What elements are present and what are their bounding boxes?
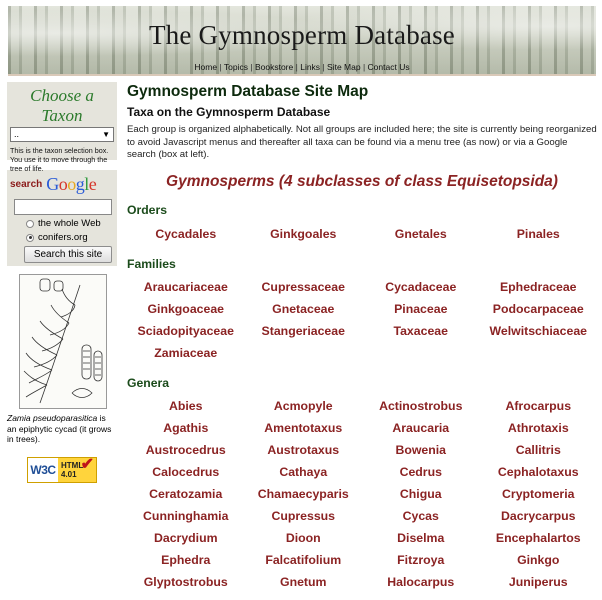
page-title: Gymnosperm Database Site Map <box>127 83 369 100</box>
genus-link-juniperus[interactable]: Juniperus <box>508 574 568 589</box>
family-link-cupressaceae[interactable]: Cupressaceae <box>261 279 345 294</box>
genus-link-amentotaxus[interactable]: Amentotaxus <box>264 420 343 435</box>
genus-link-acmopyle[interactable]: Acmopyle <box>273 398 333 413</box>
genus-link-araucaria[interactable]: Araucaria <box>392 420 450 435</box>
w3c-logo: W3C <box>28 458 58 482</box>
orders-grid <box>127 223 597 245</box>
search-site-button[interactable]: Search this site <box>24 246 112 263</box>
taxon-select-value: .. <box>14 129 20 139</box>
families-heading: Families <box>127 256 176 271</box>
genus-link-cedrus[interactable]: Cedrus <box>399 464 442 479</box>
nav-separator: | <box>250 62 253 72</box>
banner-divider <box>8 74 596 76</box>
genus-link-diselma[interactable]: Diselma <box>397 530 445 545</box>
site-title: The Gymnosperm Database <box>148 20 455 50</box>
genus-link-chigua[interactable]: Chigua <box>399 486 442 501</box>
genus-link-afrocarpus[interactable]: Afrocarpus <box>505 398 572 413</box>
main-content <box>127 82 597 593</box>
order-link-pinales[interactable]: Pinales <box>516 226 560 241</box>
radio-button-selected[interactable] <box>26 234 34 242</box>
nav-link-bookstore[interactable]: Bookstore <box>254 62 294 72</box>
genus-link-halocarpus[interactable]: Halocarpus <box>387 574 455 589</box>
genus-link-austrocedrus[interactable]: Austrocedrus <box>145 442 226 457</box>
genus-link-cunninghamia[interactable]: Cunninghamia <box>143 508 229 523</box>
nav-separator: | <box>219 62 222 72</box>
genera-heading: Genera <box>127 375 170 390</box>
genus-link-cryptomeria[interactable]: Cryptomeria <box>502 486 575 501</box>
family-link-sciadopityaceae[interactable]: Sciadopityaceae <box>137 323 234 338</box>
genus-link-ceratozamia[interactable]: Ceratozamia <box>149 486 223 501</box>
genus-link-actinostrobus[interactable]: Actinostrobus <box>379 398 463 413</box>
nav-separator: | <box>362 62 366 72</box>
genus-link-ephedra[interactable]: Ephedra <box>161 552 211 567</box>
genera-grid <box>127 395 597 593</box>
genus-link-glyptostrobus[interactable]: Glyptostrobus <box>143 574 228 589</box>
checkmark-icon: ✔ <box>80 455 94 473</box>
family-link-pinaceae[interactable]: Pinaceae <box>394 301 448 316</box>
family-link-ginkgoaceae[interactable]: Ginkgoaceae <box>147 301 225 316</box>
nav-link-topics[interactable]: Topics <box>223 62 248 72</box>
caption-species: Zamia pseudoparasitica <box>7 413 98 423</box>
taxon-selector-note: This is the taxon selection box. You use it to move through the tree of life. <box>10 146 109 173</box>
left-sidebar <box>7 82 117 483</box>
site-banner <box>8 6 596 74</box>
order-link-cycadales[interactable]: Cycadales <box>155 226 217 241</box>
genus-link-ginkgo[interactable]: Ginkgo <box>517 552 560 567</box>
family-link-welwitschiaceae[interactable]: Welwitschiaceae <box>489 323 588 338</box>
google-logo: Google <box>46 174 97 194</box>
radio-button[interactable] <box>26 220 34 228</box>
illustration-caption <box>7 413 117 445</box>
nav-link-site-map[interactable]: Site Map <box>327 62 361 72</box>
nav-link-links[interactable]: Links <box>300 62 321 72</box>
order-link-gnetales[interactable]: Gnetales <box>394 226 447 241</box>
genus-link-dioon[interactable]: Dioon <box>285 530 321 545</box>
genus-link-falcatifolium[interactable]: Falcatifolium <box>265 552 342 567</box>
search-label: search <box>10 179 43 190</box>
family-link-araucariaceae[interactable]: Araucariaceae <box>143 279 228 294</box>
radio-conifers-org[interactable] <box>26 232 114 243</box>
radio-whole-web[interactable] <box>26 218 114 229</box>
group-heading: Gymnosperms (4 subclasses of class Equisetopsida) <box>166 172 558 190</box>
orders-heading: Orders <box>127 202 167 217</box>
radio-whole-web-label: the whole Web <box>38 218 101 229</box>
family-link-stangeriaceae[interactable]: Stangeriaceae <box>261 323 345 338</box>
caption-text: is an epiphytic cycad (it grows in trees). <box>7 413 112 444</box>
genus-link-athrotaxis[interactable]: Athrotaxis <box>507 420 569 435</box>
html-version-label: HTML 4.01 ✔ <box>58 458 96 482</box>
genus-link-dacrydium[interactable]: Dacrydium <box>153 530 218 545</box>
nav-separator: | <box>295 62 298 72</box>
genus-link-chamaecyparis[interactable]: Chamaecyparis <box>257 486 349 501</box>
family-link-podocarpaceae[interactable]: Podocarpaceae <box>492 301 584 316</box>
top-nav <box>8 62 596 72</box>
taxon-selector-panel <box>7 82 117 173</box>
nav-separator: | <box>322 62 325 72</box>
w3c-html-badge[interactable] <box>27 457 97 483</box>
nav-link-home[interactable]: Home <box>194 62 218 72</box>
family-link-cycadaceae[interactable]: Cycadaceae <box>385 279 457 294</box>
search-input[interactable] <box>14 199 112 215</box>
genus-link-fitzroya[interactable]: Fitzroya <box>397 552 445 567</box>
genus-link-bowenia[interactable]: Bowenia <box>395 442 447 457</box>
radio-conifers-org-label: conifers.org <box>38 232 88 243</box>
genus-link-cycas[interactable]: Cycas <box>402 508 439 523</box>
genus-link-encephalartos[interactable]: Encephalartos <box>495 530 581 545</box>
genus-link-cupressus[interactable]: Cupressus <box>271 508 336 523</box>
intro-paragraph: Each group is organized alphabetically. Not all groups are included here; the site is currently being reorganized to avoid Javascript menus and thereafter all taxa can be found via a menu tree (as now) or via a Google search (box at left). <box>127 124 597 160</box>
genus-link-dacrycarpus[interactable]: Dacrycarpus <box>500 508 576 523</box>
genus-link-cathaya[interactable]: Cathaya <box>279 464 328 479</box>
family-link-zamiaceae[interactable]: Zamiaceae <box>154 345 218 360</box>
order-link-ginkgoales[interactable]: Ginkgoales <box>270 226 337 241</box>
dropdown-arrow-icon: ▼ <box>102 130 110 139</box>
family-link-taxaceae[interactable]: Taxaceae <box>393 323 448 338</box>
genus-link-callitris[interactable]: Callitris <box>515 442 561 457</box>
genus-link-calocedrus[interactable]: Calocedrus <box>152 464 220 479</box>
nav-link-contact-us[interactable]: Contact Us <box>367 62 410 72</box>
family-link-ephedraceae[interactable]: Ephedraceae <box>499 279 577 294</box>
genus-link-abies[interactable]: Abies <box>169 398 203 413</box>
zamia-illustration[interactable] <box>19 274 107 409</box>
taxon-select[interactable] <box>10 127 114 142</box>
page-subtitle: Taxa on the Gymnosperm Database <box>127 105 331 119</box>
genus-link-austrotaxus[interactable]: Austrotaxus <box>267 442 340 457</box>
family-link-gnetaceae[interactable]: Gnetaceae <box>272 301 335 316</box>
genus-link-agathis[interactable]: Agathis <box>163 420 209 435</box>
genus-link-gnetum[interactable]: Gnetum <box>280 574 327 589</box>
site-search-panel <box>7 170 117 266</box>
taxon-selector-title: Choose a Taxon <box>30 86 94 125</box>
cycad-drawing-icon <box>20 275 107 409</box>
genus-link-cephalotaxus[interactable]: Cephalotaxus <box>497 464 579 479</box>
families-grid <box>127 276 597 364</box>
